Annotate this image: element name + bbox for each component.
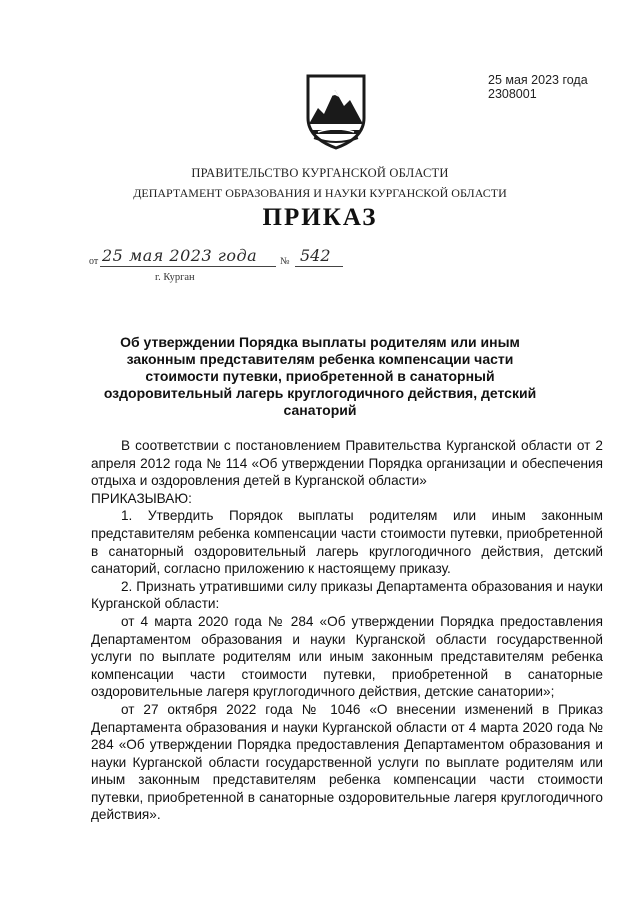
repealed-order-1-paragraph: от 4 марта 2020 года № 284 «Об утверждении Порядка предоставления Департаментом образования и науки Курганской области государственной услуги по выплате родителям или иным законным представителям ребенка компенсации части стоимости путевки, приобретенной в санаторные оздоровительные лагеря круглогодичного действия, детские санатории»; [91,613,603,700]
preamble-paragraph: В соответствии с постановлением Правительства Курганской области от 2 апреля 2012 года № 114 «Об утверждении Порядка организации и обеспечения отдыха и оздоровления детей в Курганской области» [91,438,603,489]
repealed-order-2-paragraph: от 27 октября 2022 года № 1046 «О внесении изменений в Приказ Департамента образования и науки Курганской области от 4 марта 2020 года № 284 «Об утверждении Порядка предоставления Департаментом образования и науки Курганской области государственной услуги по выплате родителям или иным законным представителям ребенка компенсации части стоимости путевки, приобретенной в санаторные оздоровительные лагеря круглогодичного действия». [91,701,603,823]
clause-1-paragraph: 1. Утвердить Порядок выплаты родителям или иным законным представителям ребенка компенсации части стоимости путевки, приобретенной в санаторный оздоровительный лагерь круглогодичного действия, детский санаторий, согласно приложению к настоящему приказу. [91,508,603,577]
number-underline [295,266,343,267]
document-type-title: ПРИКАЗ [262,204,378,231]
date-underline [100,266,276,267]
date-from-label: от [89,256,99,267]
city-label: г. Курган [155,272,195,283]
clause-2-paragraph: 2. Признать утратившими силу приказы Департамента образования и науки Курганской области: [91,578,603,612]
document-heading: Об утверждении Порядка выплаты родителям или иным законным представителям ребенка компенсации части стоимости путевки, приобретенной в санаторный оздоровительный лагерь круглогодичного действия, детский санаторий [103,334,537,418]
stamp-code: 2308001 [488,87,537,101]
government-name: ПРАВИТЕЛЬСТВО КУРГАНСКОЙ ОБЛАСТИ [191,166,449,180]
department-name: ДЕПАРТАМЕНТ ОБРАЗОВАНИЯ И НАУКИ КУРГАНСКОЙ ОБЛАСТИ [133,186,507,200]
number-label: № [280,256,290,267]
handwritten-date: 25 мая 2023 года [102,246,258,265]
order-keyword: ПРИКАЗЫВАЮ: [91,490,192,506]
registration-stamp [488,73,588,101]
handwritten-number: 542 [300,246,331,265]
document-body [91,437,603,824]
kurgan-coat-of-arms-icon [304,72,368,150]
stamp-date: 25 мая 2023 года [488,73,588,87]
